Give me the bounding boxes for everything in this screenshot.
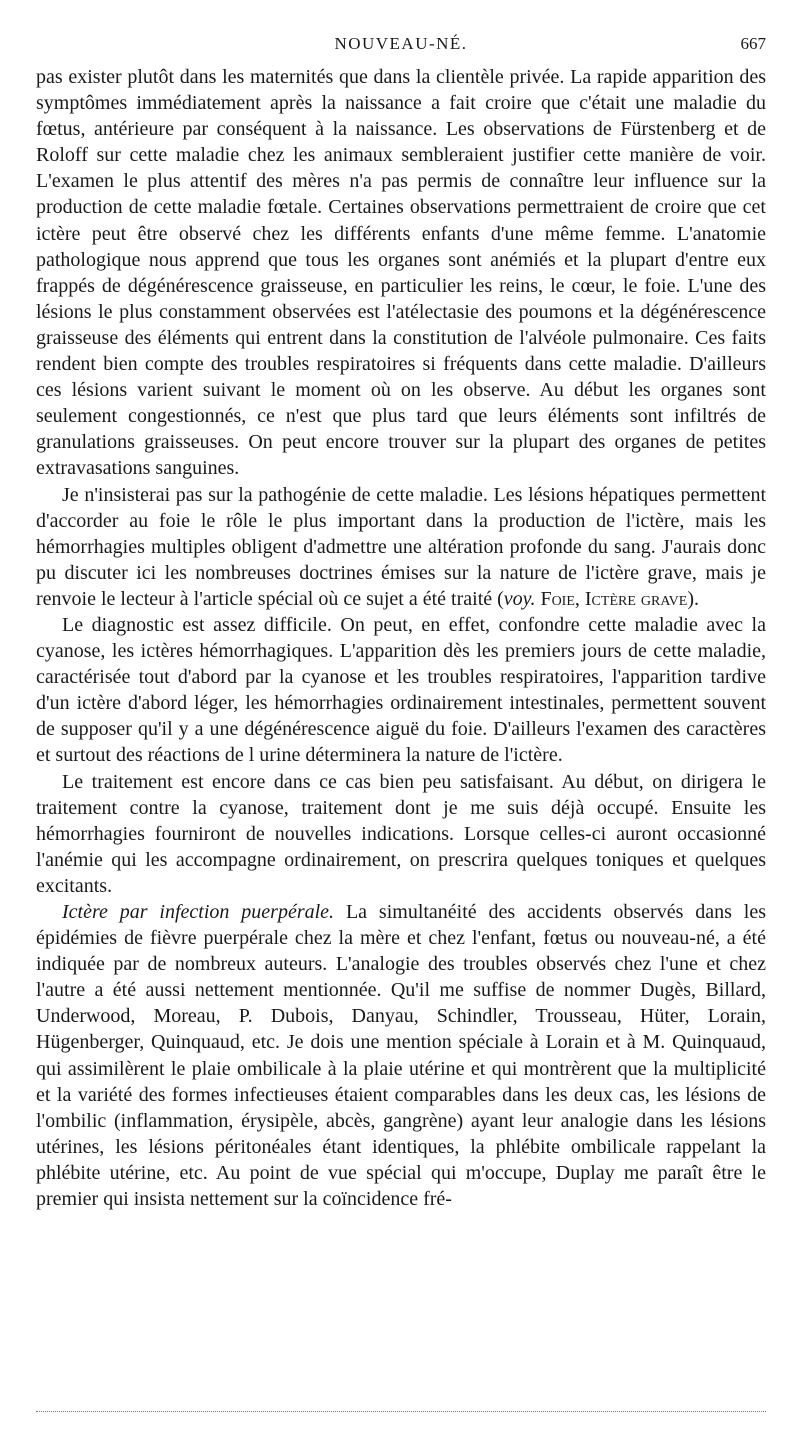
paragraph-pathogenie bbox=[36, 482, 766, 612]
body-text bbox=[36, 64, 766, 1212]
running-header bbox=[36, 34, 766, 58]
running-title: NOUVEAU-NÉ. bbox=[334, 34, 468, 53]
paragraph-ictere-pathology bbox=[36, 64, 766, 482]
section-heading: Ictère par infection puerpérale. bbox=[62, 901, 335, 923]
paragraph-text: La simultanéité des accidents observés dans les épidémies de fièvre puerpérale chez la mère et chez l'enfant, fœtus ou nouveau-né, a été indiquée par de nombreux auteurs. L'analogie des troubles observés chez l'une et chez l'autre a été aussi nettement mentionnée. Qu'il me suffise de nommer Dugès, Billard, Underwood, Moreau, P. Dubois, Danyau, Schindler, Trousseau, Hüter, Lorain, Hügenberger, Quinquaud, etc. Je dois une mention spéciale à Lorain et à M. Quinquaud, qui assimilèrent le plaie ombilicale à la plaie utérine et qui montrèrent que la multiplicité et la variété des formes infectieuses étaient comparables dans les deux cas, les lésions de l'ombilic (inflammation, érysipèle, abcès, gangrène) ayant leur analogie dans les lésions utérines, les lésions péritonéales étant identiques, la phlébite ombilicale rappelant la phlébite utérine, etc. Au point de vue spécial qui m'occupe, Duplay me paraît être le premier qui insista nettement sur la coïncidence fré- bbox=[36, 901, 767, 1211]
paragraph-text: Je n'insisterai pas sur la pathogénie de cette maladie. Les lésions hépatiques permettent d'accorder au foie le rôle le plus important dans la production de l'ictère, mais les hémorrhagies multiples obligent d'admettre une altération profonde du sang. J'aurais donc pu discuter ici les nombreuses doctrines émises sur la nature de l'ictère grave, mais je renvoie le lecteur à l'article spécial où ce sujet a été traité ( bbox=[36, 483, 766, 610]
bottom-dotted-rule bbox=[36, 1411, 766, 1412]
cross-reference-article: Foie, Ictère grave bbox=[540, 587, 688, 610]
paragraph-text: Le diagnostic est assez difficile. On peut, en effet, confondre cette maladie avec la cyanose, les ictères hémorrhagiques. L'apparition dès les premiers jours de cette maladie, caractérisée tout d'abord par la cyanose et les troubles respiratoires, l'apparition tardive d'un ictère d'abord léger, les hémorrhagies ordinairement intestinales, permettent souvent de supposer qu'il y a une dégénérescence aiguë du foie. D'ailleurs l'examen des caractères et surtout des réactions de l urine déterminera la nature de l'ictère. bbox=[36, 613, 766, 767]
paragraph-text: pas exister plutôt dans les maternités que dans la clientèle privée. La rapide apparition des symptômes immédiatement après la naissance a fait croire que c'était une maladie du fœtus, antérieure par conséquent à la naissance. Les observations de Fürstenberg et de Roloff sur cette maladie chez les animaux sembleraient justifier cette manière de voir. L'examen le plus attentif des mères n'a pas permis de connaître leur influence sur la production de cette maladie fœtale. Certaines observations permettraient de croire que cet ictère peut être observé chez les différents enfants d'une même femme. L'anatomie pathologique nous apprend que tous les organes sont anémiés et la plupart d'entre eux frappés de dégénérescence graisseuse, en particulier les reins, le cœur, le foie. L'une des lésions le plus constamment observées est l'atélectasie des poumons et la dégénérescence graisseuse des éléments qui entrent dans la constitution de l'alvéole pulmonaire. Ces faits rendent bien compte des troubles respiratoires si fréquents dans cette maladie. D'ailleurs ces lésions varient suivant le moment où on les observe. Au début les organes sont seulement congestionnés, ce n'est que plus tard que leurs éléments sont infiltrés de granulations graisseuses. On peut encore trouver sur la plupart des organes de petites extravasations sanguines. bbox=[36, 66, 766, 480]
page-number: 667 bbox=[740, 34, 766, 53]
paragraph-text-end: ). bbox=[687, 587, 699, 610]
paragraph-traitement bbox=[36, 769, 766, 899]
paragraph-infection-puerperale bbox=[36, 899, 766, 1212]
cross-reference-voy: voy. bbox=[503, 587, 536, 610]
paragraph-diagnostic bbox=[36, 612, 766, 769]
paragraph-text: Le traitement est encore dans ce cas bien peu satisfaisant. Au début, on dirigera le traitement contre la cyanose, traitement dont je me suis déjà occupé. Ensuite les hémorrhagies fourniront de nouvelles indications. Lorsque celles-ci auront occasionné l'anémie qui les accompagne ordinairement, on prescrira quelques toniques et quelques excitants. bbox=[36, 770, 766, 897]
